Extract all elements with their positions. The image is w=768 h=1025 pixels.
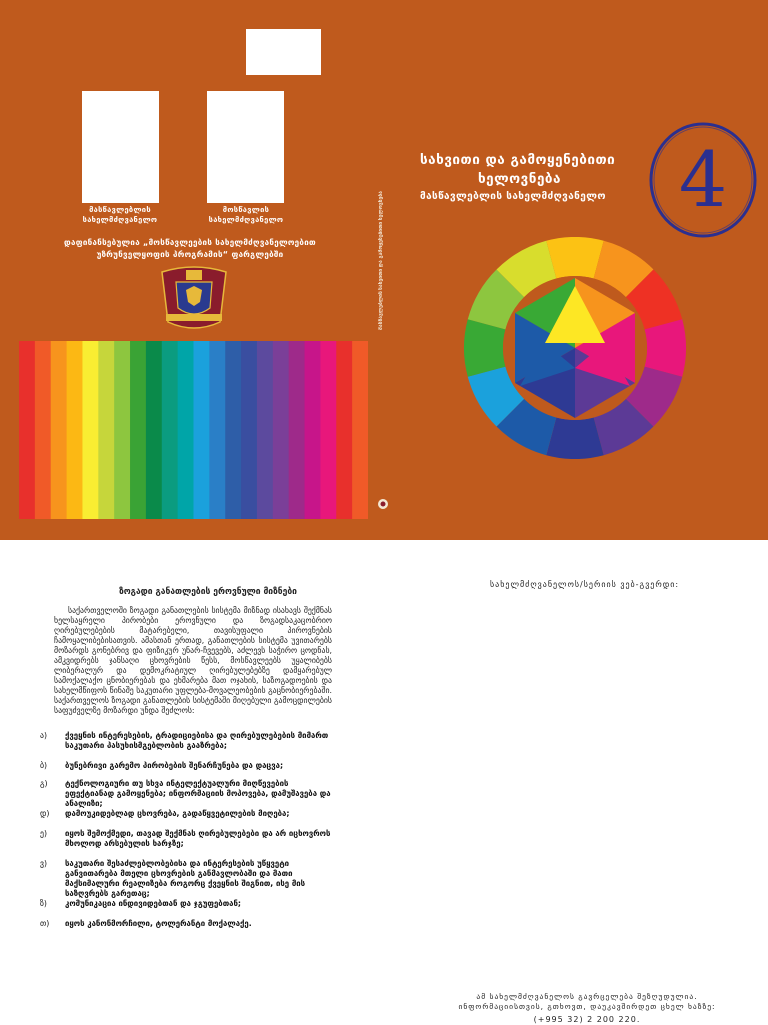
- goal-text: იყოს კანონმორჩილი, ტოლერანტი მოქალაქე.: [65, 919, 252, 928]
- grade-number: 4: [678, 135, 728, 224]
- stripe-10: [178, 341, 194, 519]
- goal-list-item: [40, 761, 340, 771]
- stripe-5: [98, 341, 114, 519]
- hotline-number: (+995 32) 2 200 220.: [533, 1015, 641, 1024]
- goal-marker: ბ): [40, 761, 48, 770]
- stripe-2: [51, 341, 67, 519]
- goal-marker: ზ): [40, 899, 47, 908]
- stripe-7: [130, 341, 146, 519]
- goal-text: იყოს შემოქმედი, თავად შექმნას ღირებულებები და არ იცხოვროს მხოლოდ არსებულის ხარჯზე;: [65, 829, 331, 848]
- page-heading: ზოგადი განათლების ეროვნული მიზნები: [119, 587, 297, 597]
- wheel-segment-9: [464, 319, 505, 376]
- stripe-21: [352, 341, 368, 519]
- publisher-logo-icon: [377, 498, 389, 510]
- stripe-17: [289, 341, 305, 519]
- page-body-paragraph: საქართველოში ზოგადი განათლების სისტემა მიზნად ისახავს შექმნას ხელსაყრელი პირობები ეროვნული და ზოგადსაკაცობრიო ღირებულებების მატარებელი, თავისუფალი პიროვნების ჩამოყალიბებისათვის. ამასთან ერთად, განათლების სისტემა უვითარებს მოზარდს გონებრივ და ფიზიკურ უნარ-ჩვევებს, აძლევს საჭირო ცოდნას, ამკვიდრებს ჯანსაღი ცხოვრების წესს, მოსწავლეებს უყალიბებს ლიბერალურ და დემოკრატიულ ღირებულებებზე დამყარებულ სამოქალაქო ცნობიერებას და ეხმარება მათ ოჯახის, საზოგადოების და სახელმწიფოს წინაშე საკუთარი უფლება-მოვალეობების გაცნობიერებაში. საქართველოს ზოგადი განათლების სისტემაში მიღებული გამოცდილების საფუძველზე მოზარდი უნდა შეძლოს:: [54, 606, 332, 715]
- website-label: სახელმძღვანელოს/სერიის ვებ-გვერდი:: [490, 580, 680, 589]
- cover-title-line-3: მასწავლებლის სახელმძღვანელო: [420, 191, 606, 202]
- goal-text: კომუნიკაცია ინდივიდებთან და ჯგუფებთან;: [65, 899, 242, 908]
- cover-title-line-1: სახვითი და გამოყენებითი: [420, 152, 616, 168]
- stripe-9: [162, 341, 178, 519]
- stripe-15: [257, 341, 273, 519]
- stripe-20: [336, 341, 352, 519]
- coat-of-arms-icon: [158, 264, 230, 334]
- spine-title: სახვითი და გამოყენებითი ხელოვნება: [378, 191, 384, 290]
- stripe-11: [194, 341, 210, 519]
- author-label-2: მოსწავლის სახელმძღვანელო: [208, 205, 284, 224]
- cover-title-line-2: ხელოვნება: [478, 171, 562, 187]
- goal-list-item: [40, 779, 340, 809]
- goal-marker: დ): [40, 809, 50, 818]
- stripe-14: [241, 341, 257, 519]
- goal-text: ქვეყნის ინტერესების, ტრადიციებისა და ღირებულებების მიმართ საკუთარი პასუხისმგებლობის გააზრება;: [65, 731, 329, 750]
- author-photo-placeholder-2: [207, 91, 284, 203]
- wheel-segment-3: [645, 319, 686, 376]
- stripe-8: [146, 341, 162, 519]
- goal-list-item: [40, 899, 340, 909]
- wheel-segment-0: [546, 237, 603, 278]
- goal-list-item: [40, 919, 340, 929]
- author-photo-placeholder-1: [82, 91, 159, 203]
- approval-text: დაფინანსებულია „მოსწავლეების სახელმძღვანელოებით უზრუნველყოფის პროგრამის“ ფარგლებში: [64, 238, 316, 259]
- barcode-placeholder: [246, 29, 321, 75]
- wheel-segment-6: [546, 418, 603, 459]
- stripe-6: [114, 341, 130, 519]
- stripe-0: [19, 341, 35, 519]
- goal-text: ტექნოლოგიური თუ სხვა ინტელექტუალური მიღწევების ეფექტიანად გამოყენება; ინფორმაციის მოპოვება, დამუშავება და ანალიზი;: [65, 779, 331, 808]
- goal-list-item: [40, 859, 340, 899]
- stripe-18: [305, 341, 321, 519]
- goal-marker: თ): [40, 919, 50, 928]
- goal-marker: ე): [40, 829, 48, 838]
- rainbow-stripes: [19, 341, 368, 519]
- spine-subtitle: მასწავლებლის: [378, 291, 384, 330]
- goal-text: ბუნებრივი გარემო პირობების შენარჩუნება და დაცვა;: [65, 761, 284, 770]
- stripe-13: [225, 341, 241, 519]
- stripe-16: [273, 341, 289, 519]
- goal-marker: გ): [40, 779, 48, 788]
- footer-text: ამ სახელმძღვანელოს გავრცელება შეზღუდულია. ინფორმაციისთვის, გთხოვთ, დაუკავშირდეთ ცხელ ხაზზე:: [458, 992, 716, 1011]
- stripe-4: [82, 341, 98, 519]
- stripe-1: [35, 341, 51, 519]
- goal-marker: ა): [40, 731, 48, 740]
- goal-text: საკუთარი შესაძლებლობებისა და ინტერესების უწყვეტი განვითარება მთელი ცხოვრების განმავლობაში და მათი მაქსიმალური რეალიზება როგორც ქვეყნის შიგნით, ისე მის საზღვრებს გარეთაც;: [65, 859, 306, 898]
- author-label-1: მასწავლებლის სახელმძღვანელო: [82, 205, 158, 224]
- goal-list-item: [40, 829, 340, 849]
- goal-list-item: [40, 731, 340, 751]
- stripe-3: [67, 341, 83, 519]
- goal-list-item: [40, 809, 340, 819]
- stripe-12: [209, 341, 225, 519]
- goal-marker: ვ): [40, 859, 48, 868]
- color-wheel: [462, 237, 688, 459]
- goal-text: დამოუკიდებლად ცხოვრება, გადაწყვეტილების მიღება;: [65, 809, 290, 818]
- stripe-19: [320, 341, 336, 519]
